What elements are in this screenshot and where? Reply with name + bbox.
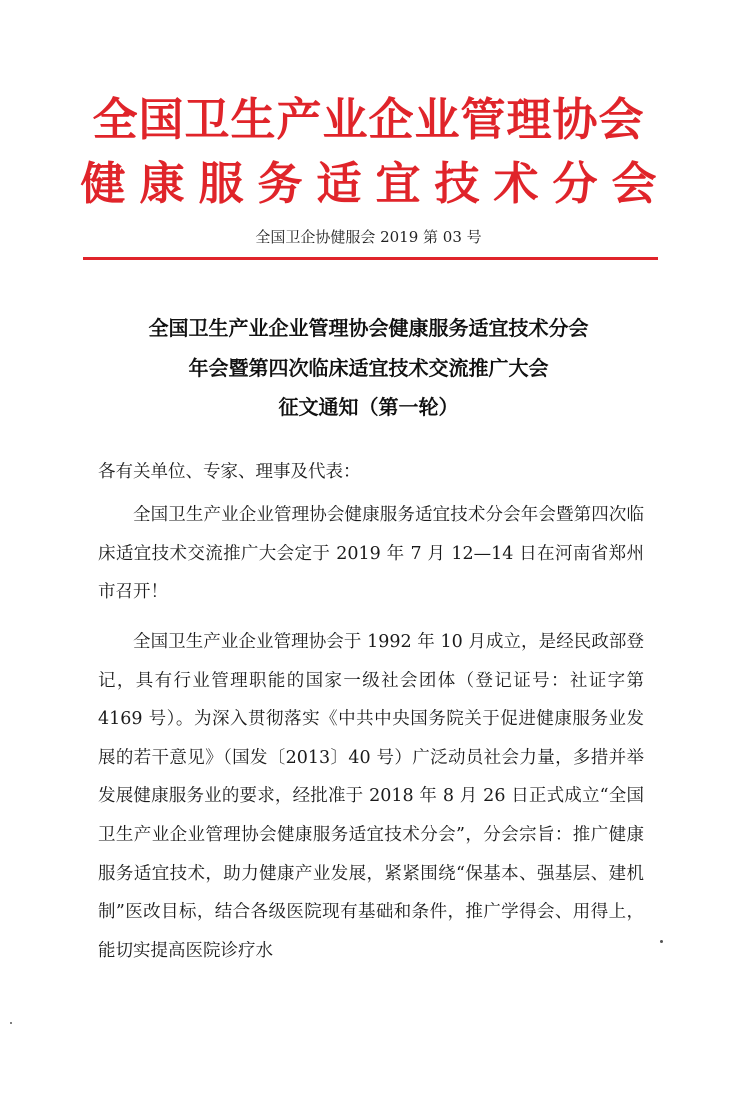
- body-paragraph-1: 全国卫生产业企业管理协会健康服务适宜技术分会年会暨第四次临床适宜技术交流推广大会定于 2019 年 7 月 12—14 日在河南省郑州市召开！: [98, 505, 644, 603]
- scan-speck: [10, 1022, 12, 1024]
- notice-title-line3: 征文通知（第一轮）: [278, 395, 459, 419]
- salutation: 各有关单位、专家、理事及代表：: [98, 462, 361, 482]
- body-paragraph-2: 全国卫生产业企业管理协会于 1992 年 10 月成立，是经民政部登记，具有行业管理职能的国家一级社会团体（登记证号：社证字第 4169 号）。为深入贯彻落实《中共中央国务院关于促进健康服务业发展的若干意见》（国发〔2013〕40 号）广泛动员社会力量，多措并举发展健康服务业的要求，经批准于 2018 年 8 月 26 日正式成立“全国卫生产业企业管理协会健康服务适宜技术分会”，分会宗旨：推广健康服务适宜技术，助力健康产业发展，紧紧围绕“保基本、强基层、建机制”医改目标，结合各级医院现有基础和条件，推广学得会、用得上，能切实提高医院诊疗水: [98, 632, 644, 961]
- scan-speck: [660, 940, 663, 943]
- header-org-name-line2: 健康服务适宜技术分会: [80, 157, 671, 210]
- notice-title-line2: 年会暨第四次临床适宜技术交流推广大会: [188, 356, 549, 380]
- notice-title-line1: 全国卫生产业企业管理协会健康服务适宜技术分会: [148, 316, 589, 340]
- header-org-name-line1: 全国卫生产业企业管理协会: [92, 93, 645, 146]
- header-divider: [83, 257, 658, 260]
- document-number: 全国卫企协健服会 2019 第 03 号: [255, 228, 482, 246]
